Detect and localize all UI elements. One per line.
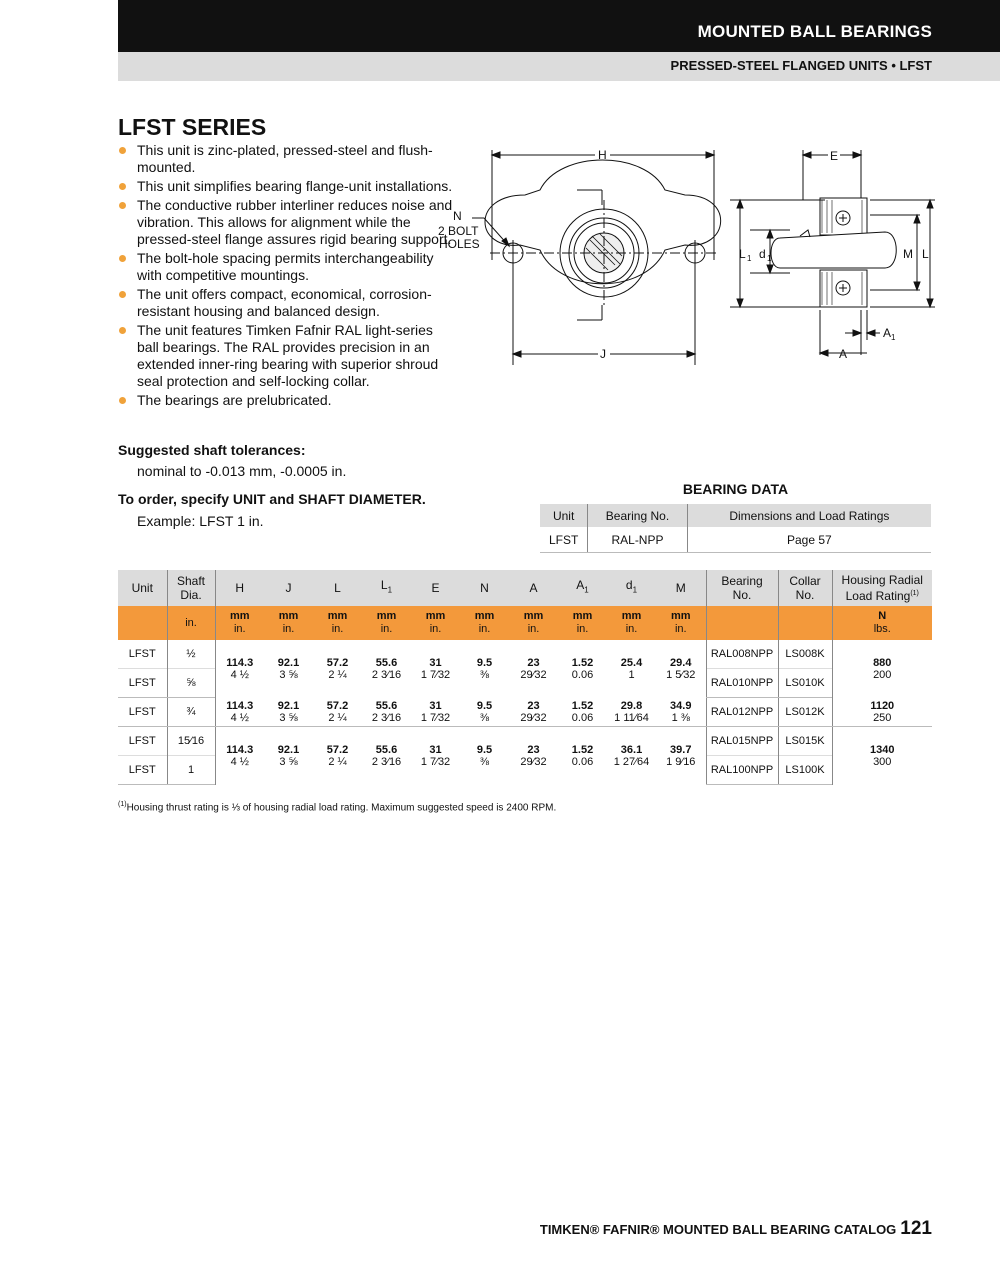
- table-cell: 23 29⁄32: [520, 656, 547, 681]
- subheader-bar: [118, 52, 1000, 81]
- table-cell: 57.2 2 ¼: [326, 656, 349, 681]
- table-cell: 34.9 1 ⅜: [656, 698, 706, 727]
- column-header: Unit: [540, 504, 588, 527]
- table-cell: LS100K: [778, 756, 832, 785]
- dim-d1-label: d: [759, 247, 766, 261]
- dim-e-label: E: [830, 149, 839, 163]
- feature-item: This unit simplifies bearing flange-unit installations.: [118, 178, 458, 195]
- dim-a1-sub: 1: [891, 333, 896, 342]
- table-cell: 57.2 2 ¼: [326, 743, 349, 768]
- table-cell: 31 1 7⁄32: [411, 698, 460, 727]
- table-cell: 25.4 1: [620, 656, 643, 681]
- table-cell: LFST: [128, 648, 156, 660]
- column-header: L: [313, 570, 362, 606]
- table-cell: 1.52 0.06: [571, 656, 594, 681]
- header-subtitle: PRESSED-STEEL FLANGED UNITS • LFST: [670, 58, 932, 73]
- feature-item: The bearings are prelubricated.: [118, 392, 458, 409]
- column-header: M: [656, 570, 706, 606]
- feature-item: This unit is zinc-plated, pressed-steel and flush-mounted.: [118, 142, 458, 176]
- table-cell: RAL015NPP: [706, 727, 778, 756]
- feature-item: The unit offers compact, economical, corrosion-resistant housing and balanced design.: [118, 286, 458, 320]
- order-heading: To order, specify UNIT and SHAFT DIAMETER.: [118, 491, 426, 507]
- table-cell: 114.3 4 ½: [215, 698, 264, 727]
- table-row: [540, 527, 931, 553]
- feature-list: [118, 142, 458, 411]
- header-bar: [118, 0, 1000, 52]
- column-header: Dimensions and Load Ratings: [687, 504, 931, 527]
- units-row: in. mm in. mm in. mm in. mm in. mm in. mm in. mm in. mm in. mm in. mm in. N lbs.: [118, 606, 932, 640]
- table-cell: LS015K: [778, 727, 832, 756]
- table-cell: LFST: [128, 735, 156, 747]
- column-header: Housing Radial Load Rating$^{(1)}$: [832, 570, 932, 606]
- table-cell: 880 200: [832, 640, 932, 698]
- table-cell: 1.52 0.06: [558, 698, 607, 727]
- page-footer: [540, 1218, 932, 1240]
- table-cell: 29.8 1 11⁄64: [607, 698, 656, 727]
- table-cell: 55.6 2 3⁄16: [371, 656, 402, 681]
- bearing-data-table: [540, 504, 931, 553]
- table-cell: LS008K: [778, 640, 832, 669]
- table-cell: 1.52 0.06: [571, 743, 594, 768]
- dim-l1-label: L: [739, 247, 746, 261]
- table-cell: 23 29⁄32: [520, 743, 547, 768]
- bolt-holes-label-2: HOLES: [439, 237, 480, 251]
- tolerance-heading: Suggested shaft tolerances:: [118, 442, 306, 458]
- table-cell: 92.1 3 ⅝: [277, 743, 300, 768]
- feature-item: The bolt-hole spacing permits interchangeability with competitive mountings.: [118, 250, 458, 284]
- dim-d1-sub: 1: [767, 254, 772, 263]
- flange-front-view: [438, 148, 721, 365]
- table-cell: 1: [167, 756, 215, 785]
- table-cell: LS012K: [778, 698, 832, 727]
- table-cell: Page 57: [687, 527, 931, 553]
- column-header: A: [509, 570, 558, 606]
- bearing-data-title: BEARING DATA: [682, 481, 789, 497]
- column-header: $A_1$: [558, 570, 607, 606]
- table-cell: LFST: [118, 756, 167, 785]
- table-cell: 36.1 1 27⁄64: [613, 743, 650, 768]
- column-header: Bearing No.: [588, 504, 688, 527]
- column-header: Shaft Dia.: [167, 570, 215, 606]
- dim-a1-label: A: [883, 326, 892, 340]
- table-cell: RAL012NPP: [706, 698, 778, 727]
- catalog-name: TIMKEN® FAFNIR® MOUNTED BALL BEARING CATALOG: [539, 1222, 897, 1237]
- table-cell: LFST: [540, 527, 588, 553]
- column-header: Bearing No.: [706, 570, 778, 606]
- table-cell: RAL100NPP: [706, 756, 778, 785]
- table-cell: 92.1 3 ⅝: [264, 698, 313, 727]
- dim-m-label: M: [903, 247, 913, 261]
- dim-a-label: A: [839, 347, 848, 361]
- table-cell: 15⁄16: [167, 727, 215, 756]
- table-cell: RAL010NPP: [706, 669, 778, 698]
- table-cell: 9.5 ⅜: [460, 698, 509, 727]
- table-cell: ⅝: [167, 669, 215, 698]
- table-cell: ¾: [167, 698, 215, 727]
- column-header: N: [460, 570, 509, 606]
- table-cell: 55.6 2 3⁄16: [362, 698, 411, 727]
- table-cell: 92.1 3 ⅝: [277, 656, 300, 681]
- dim-j-label: J: [600, 347, 606, 361]
- table-cell: LS010K: [778, 669, 832, 698]
- table-cell: RAL008NPP: [706, 640, 778, 669]
- table-cell: ½: [167, 640, 215, 669]
- table-row: [118, 698, 932, 727]
- header-row: [118, 570, 932, 606]
- dim-l-label: L: [922, 247, 929, 261]
- table-cell: LFST: [118, 669, 167, 698]
- dim-h-label: H: [598, 148, 607, 162]
- header-title: MOUNTED BALL BEARINGS: [697, 22, 932, 41]
- table-cell: 114.3 4 ½: [215, 727, 264, 785]
- order-example: Example: LFST 1 in.: [137, 513, 264, 529]
- table-cell: 57.2 2 ¼: [313, 698, 362, 727]
- column-header: Unit: [118, 570, 167, 606]
- table-row: [118, 640, 932, 669]
- column-header: $L_1$: [362, 570, 411, 606]
- table-cell: 23 29⁄32: [509, 698, 558, 727]
- series-title: LFST SERIES: [118, 114, 267, 140]
- feature-item: The conductive rubber interliner reduces noise and vibration. This allows for alignment while the pressed-steel flange assures rigid bearing support.: [118, 197, 458, 248]
- table-cell: 31 1 7⁄32: [420, 656, 451, 681]
- dimension-diagram: [430, 140, 950, 375]
- tolerance-value: nominal to -0.013 mm, -0.0005 in.: [137, 463, 347, 479]
- table-cell: 39.7 1 9⁄16: [666, 743, 696, 768]
- footnote: $^{(1)}$Housing thrust rating is ⅓ of housing radial load rating. Maximum suggested speed is 2400 RPM.: [118, 801, 557, 814]
- column-header: H: [215, 570, 264, 606]
- column-header: $d_1$: [607, 570, 656, 606]
- table-cell: 114.3 4 ½: [215, 640, 264, 698]
- table-row: [118, 727, 932, 756]
- bolt-holes-label-1: 2 BOLT: [438, 224, 479, 238]
- table-cell: LFST: [118, 698, 167, 727]
- table-cell: 55.6 2 3⁄16: [371, 743, 402, 768]
- table-cell: 29.4 1 5⁄32: [666, 656, 696, 681]
- side-section-view: [730, 149, 935, 361]
- feature-item: The unit features Timken Fafnir RAL light-series ball bearings. The RAL provides precision in an extended inner-ring bearing with superior shroud seal protection and self-locking collar.: [118, 322, 458, 390]
- dimensions-table: [118, 570, 932, 785]
- table-cell: 1120 250: [832, 698, 932, 727]
- table-cell: 9.5 ⅜: [476, 656, 493, 681]
- column-header: Collar No.: [778, 570, 832, 606]
- column-header: E: [411, 570, 460, 606]
- table-cell: 1340 300: [832, 727, 932, 785]
- page-number: 121: [900, 1218, 932, 1239]
- table-cell: 9.5 ⅜: [476, 743, 493, 768]
- dim-l1-sub: 1: [747, 254, 752, 263]
- table-cell: 31 1 7⁄32: [420, 743, 451, 768]
- table-cell: RAL-NPP: [588, 527, 688, 553]
- column-header: J: [264, 570, 313, 606]
- dim-n-label: N: [453, 209, 462, 223]
